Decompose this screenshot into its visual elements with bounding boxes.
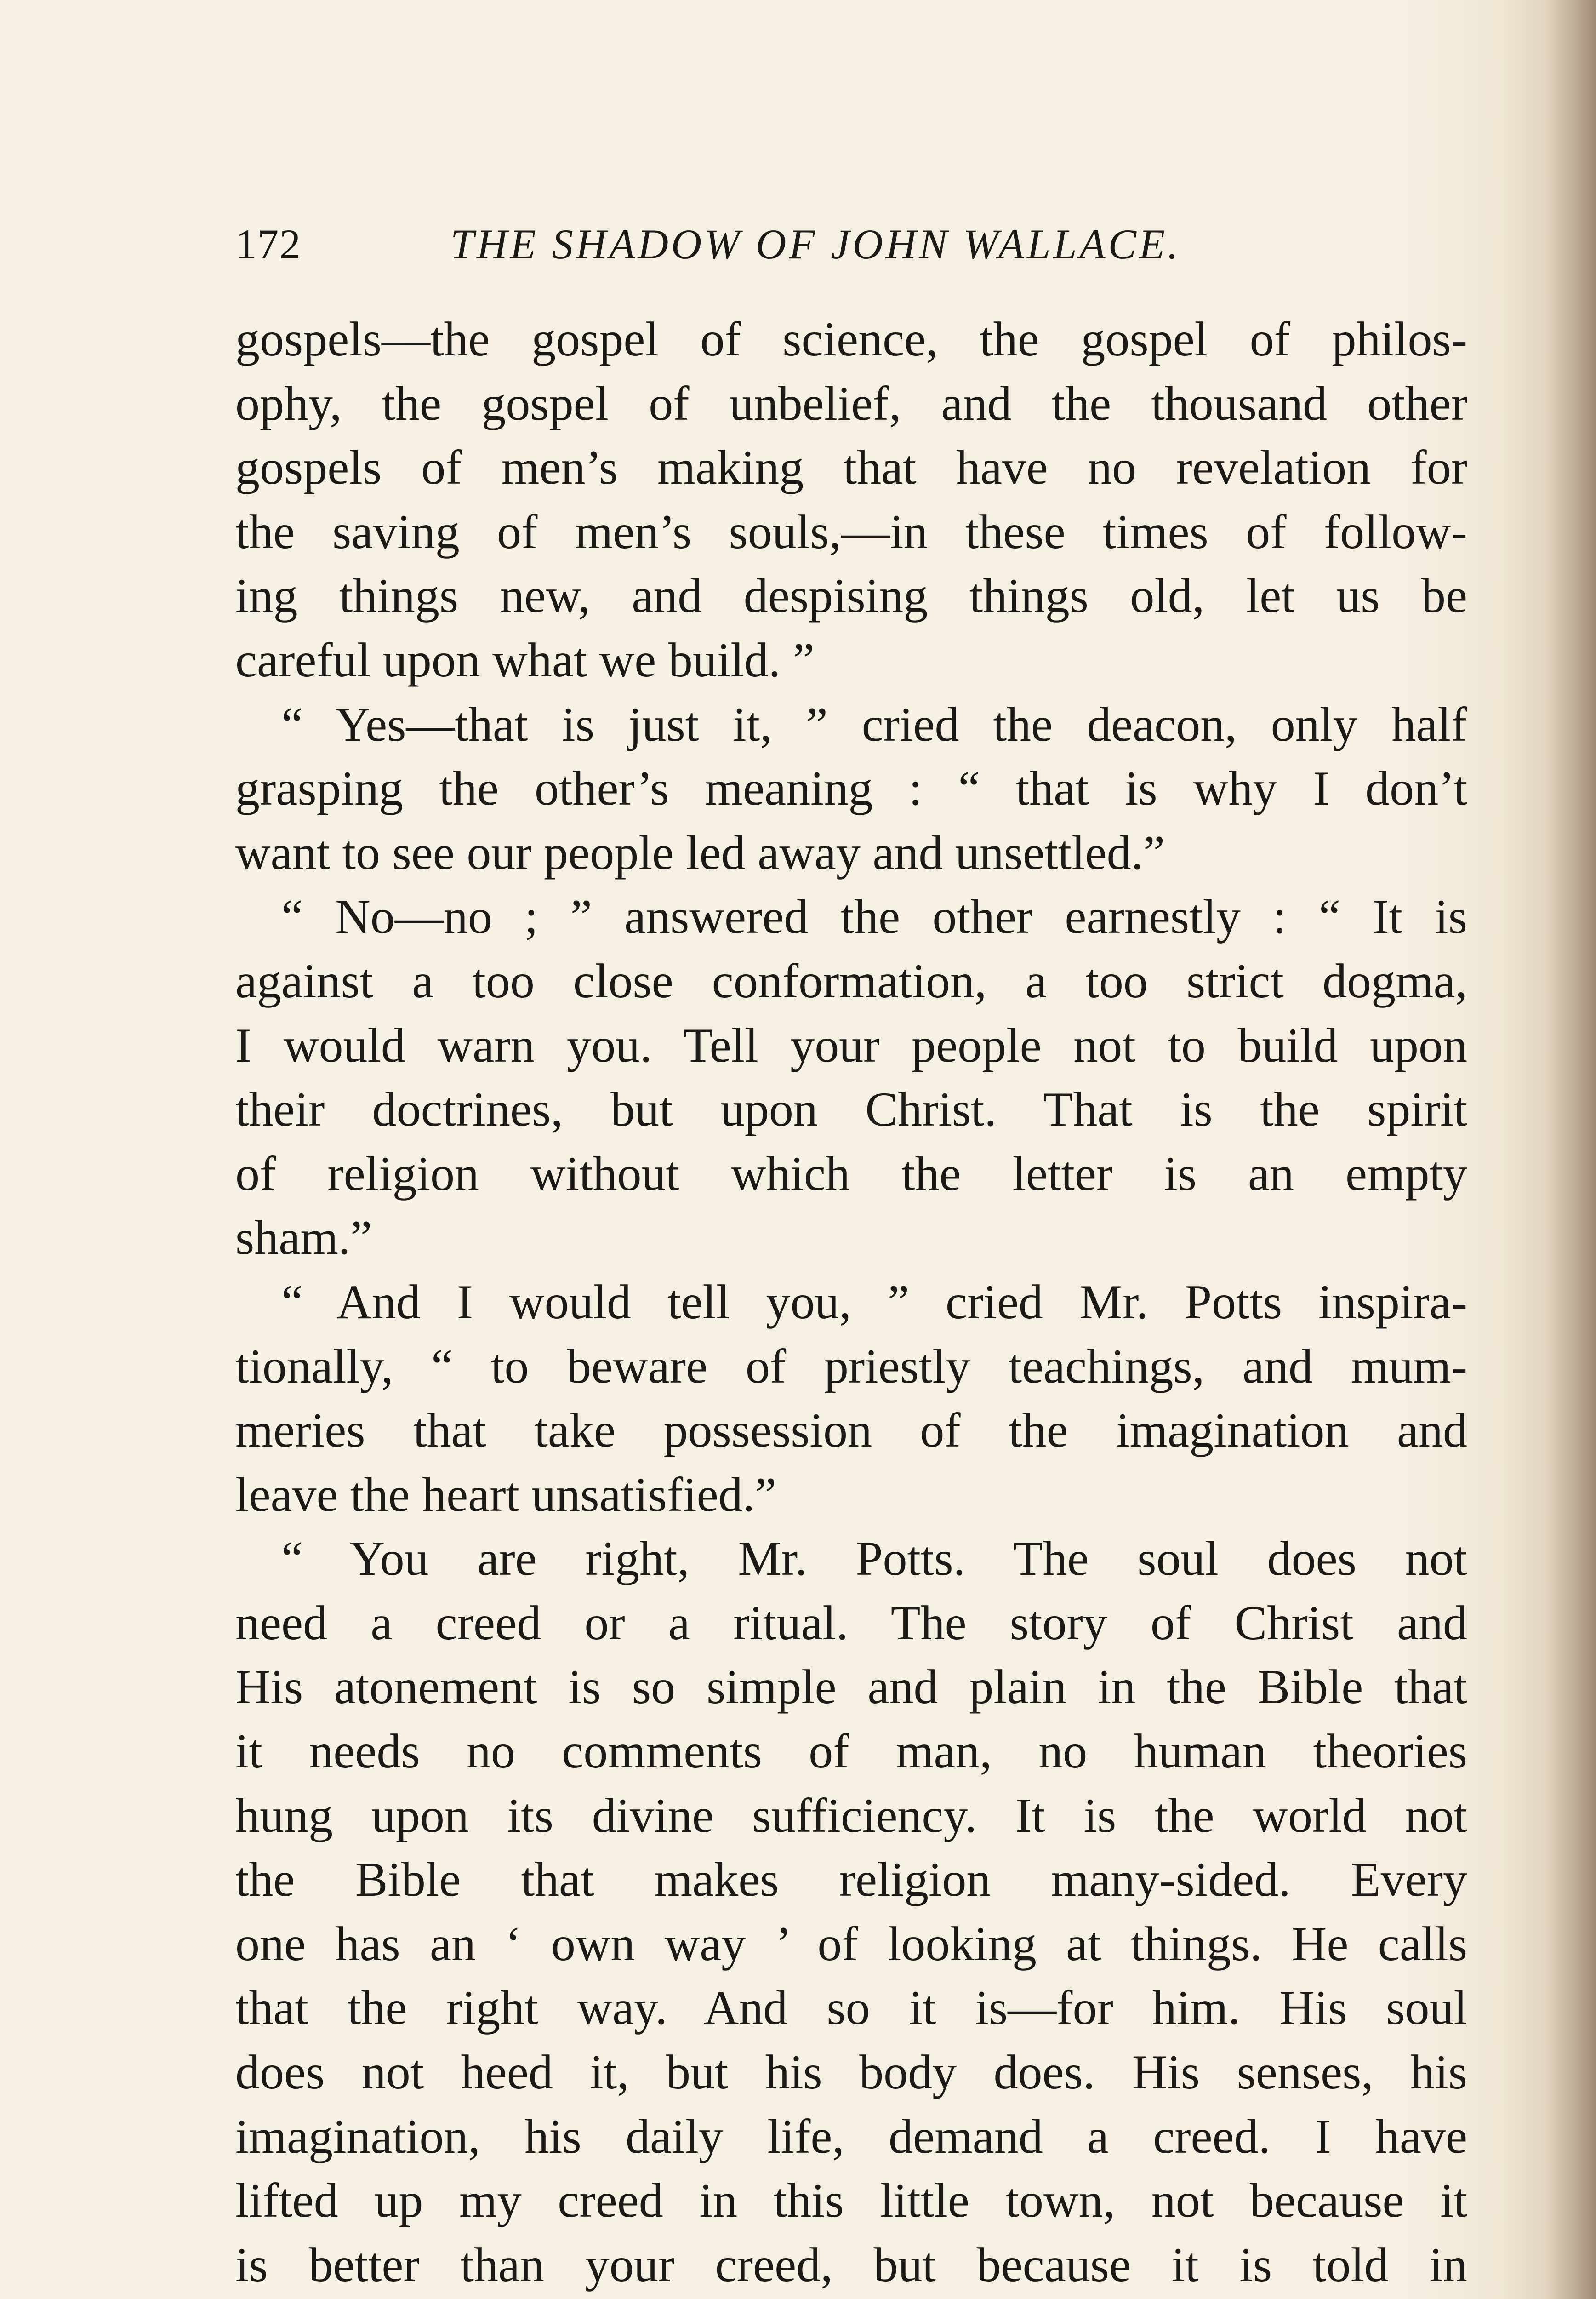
text-line: is better than your creed, but because it is told in: [235, 2237, 1467, 2292]
text-line: against a too close conformation, a too strict dogma,: [235, 954, 1467, 1008]
page-number: 172: [235, 221, 302, 268]
text-line: hung upon its divine sufficiency. It is the world not: [235, 1788, 1467, 1842]
text-line: need a creed or a ritual. The story of Christ and: [235, 1596, 1467, 1650]
text-line: of religion without which the letter is an empty: [235, 1146, 1467, 1201]
text-line: it needs no comments of man, no human theories: [235, 1724, 1467, 1779]
running-title: THE SHADOW OF JOHN WALLACE.: [450, 221, 1181, 268]
text-line: “ No—no ; ” answered the other earnestly : “ It is: [281, 890, 1467, 944]
body-text: [235, 307, 1467, 2299]
text-line: meries that take possession of the imagination and: [235, 1403, 1467, 1458]
text-line: the saving of men’s souls,—in these times of follow-: [235, 504, 1467, 559]
spine-shadow: [1545, 0, 1596, 2299]
text-line: their doctrines, but upon Christ. That is the spirit: [235, 1082, 1467, 1137]
text-line: grasping the other’s meaning : “ that is why I don’t: [235, 761, 1467, 816]
text-line: His atonement is so simple and plain in the Bible that: [235, 1660, 1467, 1714]
text-line: ing things new, and despising things old, let us be: [235, 569, 1467, 623]
text-line: careful upon what we build. ”: [235, 633, 815, 687]
text-line: gospels of men’s making that have no revelation for: [235, 440, 1467, 495]
text-line: [235, 2297, 1467, 2299]
text-line: ophy, the gospel of unbelief, and the thousand other: [235, 376, 1467, 430]
text-line: that the right way. And so it is—for him. His soul: [235, 1981, 1467, 2035]
text-line: the Bible that makes religion many-sided. Every: [235, 1853, 1467, 1907]
text-line: lifted up my creed in this little town, not because it: [235, 2173, 1467, 2228]
text-line: sham.”: [235, 1211, 372, 1265]
text-line: leave the heart unsatisfied.”: [235, 1467, 777, 1521]
text-line: imagination, his daily life, demand a creed. I have: [235, 2109, 1467, 2163]
text-line: I would warn you. Tell your people not to build upon: [235, 1018, 1467, 1072]
page-header: [235, 220, 1288, 275]
text-line: “ You are right, Mr. Potts. The soul does not: [281, 1532, 1467, 1586]
text-line: does not heed it, but his body does. His senses, his: [235, 2045, 1467, 2099]
text-line: “ And I would tell you, ” cried Mr. Potts inspira-: [281, 1275, 1467, 1329]
text-line: tionally, “ to beware of priestly teachings, and mum-: [235, 1339, 1467, 1393]
text-line: gospels—the gospel of science, the gospel of philos-: [235, 312, 1467, 366]
text-line: “ Yes—that is just it, ” cried the deacon, only half: [281, 697, 1467, 751]
text-line: one has an ‘ own way ’ of looking at things. He calls: [235, 1916, 1467, 1971]
text-line: want to see our people led away and unsettled.”: [235, 825, 1165, 880]
